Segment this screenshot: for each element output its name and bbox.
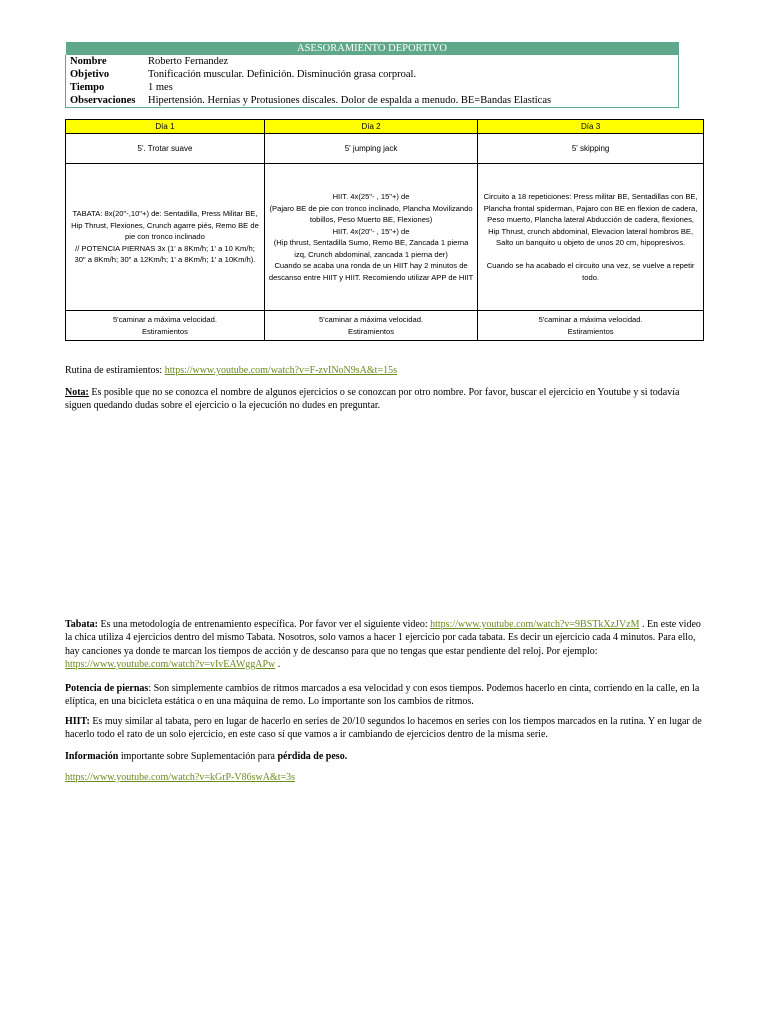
hiit-paragraph bbox=[65, 715, 705, 742]
tabata-label: Tabata: bbox=[65, 619, 98, 630]
day-1-leg-power: // POTENCIA PIERNAS 3x (1' a 8Km/h; 1' a 10 Km/h; 30" a 8Km/h; 30" a 12Km/h; 1' a 8Km/h; 1' a 10Km/h). bbox=[74, 243, 256, 265]
objective-label: Objetivo bbox=[66, 68, 145, 81]
supplement-video-link[interactable]: https://www.youtube.com/watch?v=kGrP-V86swA&t=3s bbox=[65, 772, 296, 783]
cooldown-walk: 5'caminar a máxima velocidad. bbox=[112, 315, 217, 324]
leg-power-label: Potencia de piernas bbox=[65, 683, 149, 694]
day-2-hiit-2-exercises: (Hip thrust, Sentadilla Sumo, Remo BE, Zancada 1 pierna izq, Crunch abdominal, zancada 1 pierna der) bbox=[273, 238, 469, 259]
day-2-header: Día 2 bbox=[264, 120, 477, 134]
note-paragraph bbox=[65, 386, 705, 413]
day-3-workout bbox=[478, 164, 704, 311]
note-text: Es posible que no se conozca el nombre de algunos ejercicios o se conozcan por otro nombre. Por favor, buscar el ejercicio en Youtube y si todavía siguen quedando dudas sobre el ejercicio o la ejecución no dudes en preguntar. bbox=[65, 387, 680, 412]
day-2-note: Cuando se acaba una ronda de un HIIT hay 2 minutos de descanso entre HIIT y HIIT. Recomiendo utilizar APP de HIIT bbox=[268, 261, 474, 282]
day-1-warmup: 5'. Trotar suave bbox=[66, 134, 265, 164]
time-label: Tiempo bbox=[66, 81, 145, 94]
day-3-warmup: 5' skipping bbox=[478, 134, 704, 164]
tabata-text-3: . bbox=[275, 659, 281, 671]
cooldown-walk: 5'caminar a máxima velocidad. bbox=[538, 315, 643, 324]
day-2-hiit-2: HIIT. 4x(20"- , 15"+) de bbox=[332, 226, 410, 236]
time-value: 1 mes bbox=[144, 81, 679, 94]
stretch-label: Rutina de estiramientos: bbox=[65, 365, 165, 376]
day-3-header: Día 3 bbox=[478, 120, 704, 134]
cooldown-stretch: Estiramientos bbox=[348, 326, 395, 336]
training-plan-table bbox=[65, 119, 704, 341]
info-text: importante sobre Suplementación para bbox=[118, 751, 278, 762]
note-label: Nota: bbox=[65, 387, 89, 398]
stretch-paragraph bbox=[65, 364, 705, 377]
cooldown-stretch: Estiramientos bbox=[141, 326, 188, 336]
name-label: Nombre bbox=[66, 55, 145, 68]
day-2-warmup: 5' jumping jack bbox=[264, 134, 477, 164]
day-3-cooldown bbox=[478, 311, 704, 341]
day-2-cooldown bbox=[264, 311, 477, 341]
tabata-video-link[interactable]: https://www.youtube.com/watch?v=9BSTkXzJVzM bbox=[430, 619, 640, 630]
day-2-workout bbox=[264, 164, 477, 311]
day-1-workout bbox=[66, 164, 265, 311]
day-3-note: Cuando se ha acabado el circuito una vez, se vuelve a repetir todo. bbox=[486, 261, 695, 282]
tabata-text: Es una metodología de entrenamiento específica. Por favor ver el siguiente video: bbox=[97, 619, 431, 630]
day-3-circuit: Circuito a 18 repeticiones: Press militar BE, Sentadillas con BE, Plancha frontal spiderman, Pajaro con BE en flexion de cadera, Peso muerto, Plancha lateral Abducción de cadera, flexiones, Hip Thrust, crunch abdominal, Elevacion lateral hombros BE, Salto un banquito u objeto de unos 20 cm, hipopresivos. bbox=[483, 192, 698, 247]
day-2-hiit-1-exercises: (Pajaro BE de pie con tronco inclinado, Plancha Movilizando tobillos, Peso Muerto BE, Flexiones) bbox=[269, 203, 473, 224]
observations-value: Hipertensión. Hernias y Protusiones discales. Dolor de espalda a menudo. BE=Bandas Elasticas bbox=[144, 94, 679, 108]
tabata-song-link[interactable]: https://www.youtube.com/watch?v=vIvEAWggAPw bbox=[65, 659, 276, 671]
final-link-paragraph bbox=[65, 771, 705, 784]
info-label: Información bbox=[65, 751, 119, 762]
leg-power-text: : Son simplemente cambios de ritmos marcados a esa velocidad y con esos tiempos. Podemos hacerlo en cinta, corriendo en la calle, en la elíptica, en una bicicleta estática o en una máquina de remo. Lo importante son los cambios de ritmos. bbox=[65, 683, 700, 708]
observations-label: Observaciones bbox=[66, 94, 145, 108]
stretch-video-link[interactable]: https://www.youtube.com/watch?v=F-zvINoN9sA&t=15s bbox=[164, 365, 397, 376]
hiit-label: HIIT: bbox=[65, 716, 90, 727]
objective-value: Tonificación muscular. Definición. Disminución grasa corproal. bbox=[144, 68, 679, 81]
client-info-table bbox=[65, 42, 679, 108]
leg-power-paragraph bbox=[65, 682, 705, 709]
cooldown-walk: 5'caminar a máxima velocidad. bbox=[319, 315, 424, 324]
tabata-paragraph bbox=[65, 618, 705, 672]
day-3-spacer bbox=[481, 249, 700, 261]
day-1-tabata: TABATA: 8x(20"-,10"+) de: Sentadilla, Press Militar BE, Hip Thrust, Flexiones, Crunch agarre piés, Remo BE de pie con tronco inclinado bbox=[71, 209, 259, 242]
info-bold-text: pérdida de peso. bbox=[277, 751, 348, 762]
info-paragraph bbox=[65, 750, 705, 763]
document-title: ASESORAMIENTO DEPORTIVO bbox=[66, 42, 679, 55]
day-1-cooldown bbox=[66, 311, 265, 341]
hiit-text: Es muy similar al tabata, pero en lugar de hacerlo en series de 20/10 segundos lo hacemos en series con los tiempos marcados en la rutina. Y en lugar de hacerlo todo el rato de un solo ejercicio, en este caso sí que vamos a ir cambiando de ejercicios dentro de la misma serie. bbox=[65, 716, 702, 741]
day-1-header: Día 1 bbox=[66, 120, 265, 134]
tabata-text-2: . En este video la chica utiliza 4 ejercicios dentro del mismo Tabata. Nosotros, solo vamos a hacer 1 ejercicio por cada tabata. Es decir un ejercicio cada 4 minutos. Para ello, hay canciones ya donde te marcan los tiempos de acción y de descanso para que no tengas que estar pendiente del reloj. Por ejemplo: bbox=[65, 619, 701, 657]
name-value: Roberto Fernandez bbox=[144, 55, 679, 68]
cooldown-stretch: Estiramientos bbox=[567, 326, 614, 336]
day-2-hiit-1: HIIT. 4x(25"- , 15"+) de bbox=[332, 192, 410, 201]
